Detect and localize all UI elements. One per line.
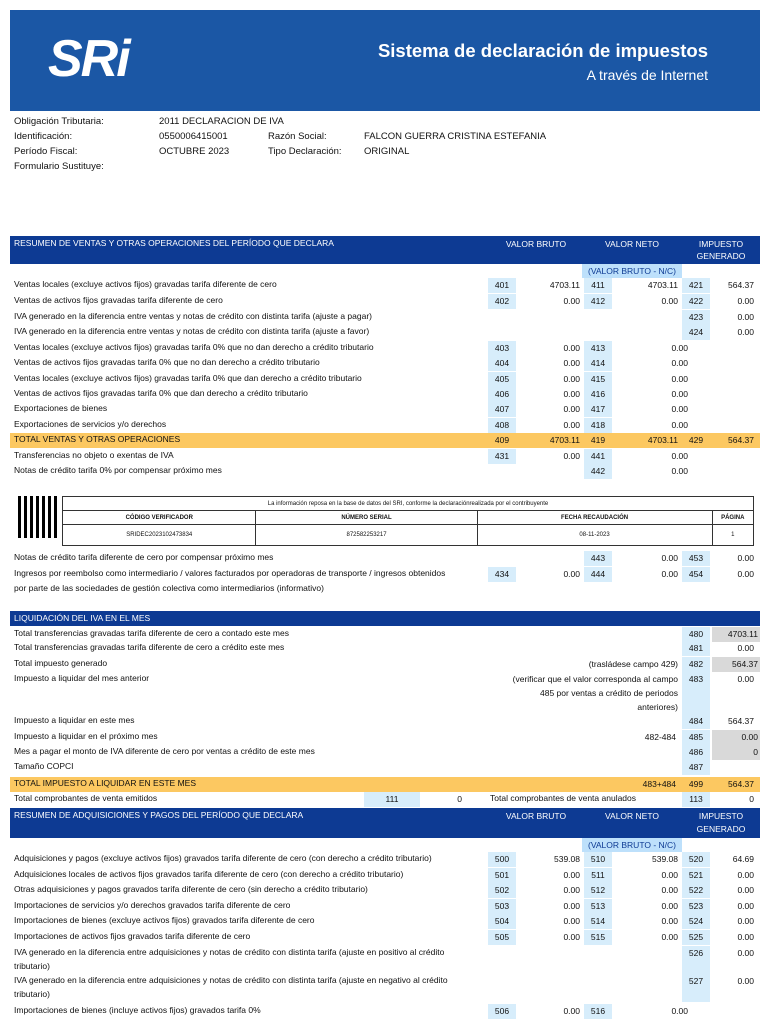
ventas-neto-subheader: (VALOR BRUTO - N/C) (582, 264, 682, 278)
table-row: Ventas de activos fijos gravadas tarifa 0% que dan derecho a crédito tributario 406 0.00 416 0.00 (10, 387, 760, 402)
table-row: Exportaciones de servicios y/o derechos 408 0.00 418 0.00 (10, 418, 760, 433)
table-row: IVA generado en la diferencia entre ventas y notas de crédito con distinta tarifa (ajuste a pagar) 423 0.00 (10, 310, 760, 325)
verif-fecha: 08-11-2023 (477, 525, 712, 546)
table-row: Total impuesto generado (trasládese campo 429) 482 564.37 (10, 657, 760, 672)
table-row: Adquisiciones locales de activos fijos gravados tarifa diferente de cero (con derecho a crédito tributario) 501 0.00 511 0.00 521 0.00 (10, 868, 760, 883)
liquidacion-section-header (10, 611, 760, 626)
periodo-label: Período Fiscal: (14, 146, 78, 157)
verification-box: La información reposa en la base de datos del SRI, conforme la declaraciónrealizada por el contribuyente CÓDIGO VERIFICADOR NÚMERO SERIAL FECHA RECAUDACIÓN PÁGINA SRIDEC2023102473834 872582253217 08-11-2023 1 (18, 496, 754, 540)
col-valor-neto: VALOR NETO (604, 239, 659, 249)
verif-codigo: SRIDEC2023102473834 (63, 525, 256, 546)
table-row: Importaciones de servicios y/o derechos gravados tarifa diferente de cero 503 0.00 513 0.00 523 0.00 (10, 899, 760, 914)
table-row: Importaciones de activos fijos gravados tarifa diferente de cero 505 0.00 515 0.00 525 0.00 (10, 930, 760, 945)
table-row: Notas de crédito tarifa diferente de cero por compensar próximo mes 443 0.00 453 0.00 (10, 551, 760, 566)
adquisiciones-neto-subheader: (VALOR BRUTO - N/C) (582, 838, 682, 852)
table-row: Ventas locales (excluye activos fijos) gravadas tarifa 0% que no dan derecho a crédito tributario 403 0.00 413 0.00 (10, 341, 760, 356)
razon-value: FALCON GUERRA CRISTINA ESTEFANIA (364, 131, 547, 142)
verif-pagina: 1 (712, 525, 753, 546)
table-row: Otras adquisiciones y pagos gravados tarifa diferente de cero (sin derecho a crédito tributario) 502 0.00 512 0.00 522 0.00 (10, 883, 760, 898)
table-row: Ventas locales (excluye activos fijos) gravadas tarifa diferente de cero 401 4703.11 411 4703.11 421 564.37 (10, 278, 760, 293)
table-row: Ventas de activos fijos gravadas tarifa diferente de cero 402 0.00 412 0.00 422 0.00 (10, 294, 760, 309)
table-row: IVA generado en la diferencia entre adquisiciones y notas de crédito con distinta tarifa (ajuste en negativo al crédito tributario) 527 0.00 (10, 974, 760, 1002)
identificacion-label: Identificación: (14, 131, 73, 142)
system-subtitle: A través de Internet (586, 67, 708, 83)
table-row: Notas de crédito tarifa 0% por compensar próximo mes 442 0.00 (10, 464, 760, 479)
identificacion-value: 0550006415001 (159, 131, 228, 142)
table-row: Importaciones de bienes (excluye activos fijos) gravados tarifa diferente de cero 504 0.00 514 0.00 524 0.00 (10, 914, 760, 929)
verif-banner: La información reposa en la base de datos del SRI, conforme la declaraciónrealizada por el contribuyente (63, 497, 754, 511)
verif-serial: 872582253217 (256, 525, 477, 546)
col-valor-bruto: VALOR BRUTO (505, 239, 567, 249)
col-generado: GENERADO (696, 251, 746, 261)
table-row: Total comprobantes de venta emitidos 111 0 Total comprobantes de venta anulados 113 0 (10, 792, 760, 807)
table-row: Transferencias no objeto o exentas de IVA 431 0.00 441 0.00 (10, 449, 760, 464)
table-row: Ventas locales (excluye activos fijos) gravadas tarifa 0% que dan derecho a crédito tributario 405 0.00 415 0.00 (10, 372, 760, 387)
ventas-title: RESUMEN DE VENTAS Y OTRAS OPERACIONES DEL PERÍODO QUE DECLARA (14, 238, 334, 248)
system-title: Sistema de declaración de impuestos (377, 40, 708, 61)
table-row: Adquisiciones y pagos (excluye activos fijos) gravados tarifa diferente de cero (con derecho a crédito tributario) 500 539.08 510 539.08 520 64.69 (10, 852, 760, 867)
table-row: Total transferencias gravadas tarifa diferente de cero a contado este mes 480 4703.11 (10, 627, 760, 642)
razon-label: Razón Social: (268, 131, 327, 142)
table-row: IVA generado en la diferencia entre adquisiciones y notas de crédito con distinta tarifa (ajuste en positivo al crédito tributario) 526 0.00 (10, 946, 760, 974)
table-row: Importaciones de bienes (incluye activos fijos) gravados tarifa 0% 506 0.00 516 0.00 (10, 1004, 760, 1019)
liquidacion-title: LIQUIDACIÓN DEL IVA EN EL MES (14, 613, 151, 623)
obligacion-label: Obligación Tributaria: (14, 116, 104, 127)
table-row: Ventas de activos fijos gravadas tarifa 0% que no dan derecho a crédito tributario 404 0.00 414 0.00 (10, 356, 760, 371)
table-row: Total transferencias gravadas tarifa diferente de cero a crédito este mes 481 0.00 (10, 641, 760, 656)
table-row: Impuesto a liquidar en el próximo mes 482-484 485 0.00 (10, 730, 760, 745)
adquisiciones-section-header: RESUMEN DE ADQUISICIONES Y PAGOS DEL PERÍODO QUE DECLARA VALOR BRUTO VALOR NETO IMPUESTO GENERADO (10, 808, 760, 838)
adquisiciones-title: RESUMEN DE ADQUISICIONES Y PAGOS DEL PERÍODO QUE DECLARA (14, 810, 304, 820)
table-row: Impuesto a liquidar del mes anterior (verificar que el valor corresponda al campo 485 por ventas a crédito de periodos anteriores) 483 0.00 (10, 672, 760, 716)
sri-logo: SRi (48, 30, 129, 88)
total-ventas-row: TOTAL VENTAS Y OTRAS OPERACIONES 409 4703.11 419 4703.11 429 564.37 (10, 433, 760, 448)
tipo-value: ORIGINAL (364, 146, 410, 157)
sustituye-label: Formulario Sustituye: (14, 161, 104, 172)
table-row: Tamaño COPCI 487 (10, 760, 760, 775)
ventas-section-header (10, 236, 760, 264)
obligacion-value: 2011 DECLARACION DE IVA (159, 116, 284, 127)
col-impuesto: IMPUESTO (698, 239, 744, 249)
total-impuesto-row: TOTAL IMPUESTO A LIQUIDAR EN ESTE MES 483+484 499 564.37 (10, 777, 760, 792)
table-row: Exportaciones de bienes 407 0.00 417 0.00 (10, 402, 760, 417)
qr-code-icon (18, 496, 60, 538)
table-row: Mes a pagar el monto de IVA diferente de cero por ventas a crédito de este mes 486 0 (10, 745, 760, 760)
table-row: Impuesto a liquidar en este mes 484 564.37 (10, 714, 760, 729)
periodo-value: OCTUBRE 2023 (159, 146, 230, 157)
table-row: Ingresos por reembolso como intermediario / valores facturados por operadoras de transporte / ingresos obtenidos por parte de las sociedades de gestión colectiva como intermediarios (informativo) 434 0.00 444 0.00 454 0.00 (14, 568, 754, 593)
table-row: IVA generado en la diferencia entre ventas y notas de crédito con distinta tarifa (ajuste a favor) 424 0.00 (10, 325, 760, 340)
tipo-label: Tipo Declaración: (268, 146, 342, 157)
